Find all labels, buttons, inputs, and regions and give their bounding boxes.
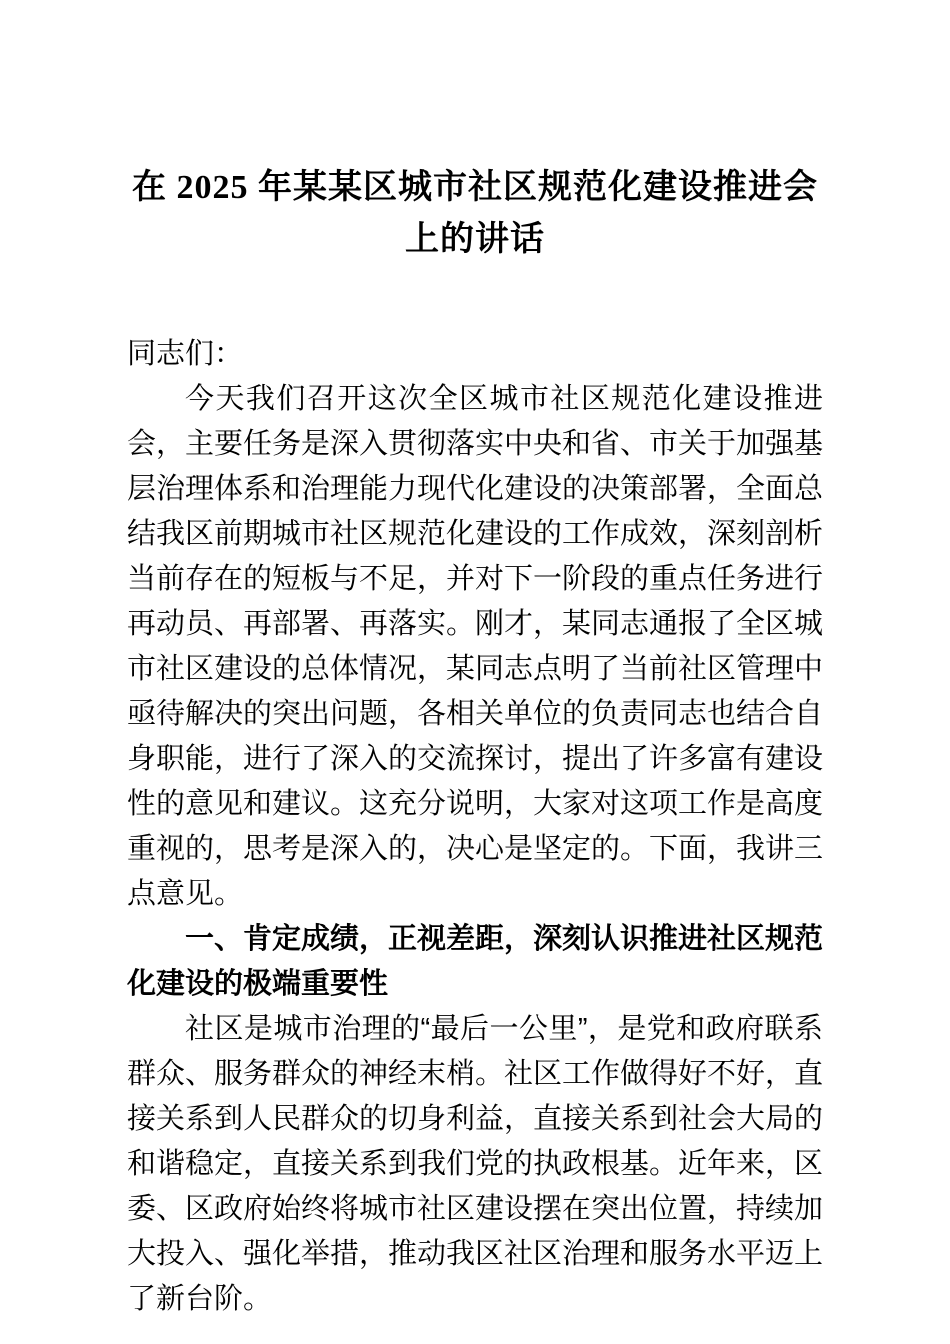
paragraph: 同志们： xyxy=(127,338,244,370)
document-title-line-2: 上的讲话 xyxy=(405,221,545,258)
section-heading: 一、肯定成绩，正视差距，深刻认识推进社区规范化建设的极端重要性 xyxy=(127,923,824,1000)
document-body xyxy=(127,332,823,1322)
paragraph: 今天我们召开这次全区城市社区规范化建设推进会，主要任务是深入贯彻落实中央和省、市关于加强基层治理体系和治理能力现代化建设的决策部署，全面总结我区前期城市社区规范化建设的工作成效，深刻剖析当前存在的短板与不足，并对下一阶段的重点任务进行再动员、再部署、再落实。刚才，某同志通报了全区城市社区建设的总体情况，某同志点明了当前社区管理中亟待解决的突出问题，各相关单位的负责同志也结合自身职能，进行了深入的交流探讨，提出了许多富有建设性的意见和建议。这充分说明，大家对这项工作是高度重视的，思考是深入的，决心是坚定的。下面，我讲三点意见。 xyxy=(127,383,824,910)
paragraph: 社区是城市治理的“最后一公里”，是党和政府联系群众、服务群众的神经末梢。社区工作做得好不好，直接关系到人民群众的切身利益，直接关系到社会大局的和谐稳定，直接关系到我们党的执政根基。近年来，区委、区政府始终将城市社区建设摆在突出位置，持续加大投入、强化举措，推动我区社区治理和服务水平迈上了新台阶。 xyxy=(127,1013,824,1315)
document-title xyxy=(127,162,823,266)
document-title-line-1: 在 2025 年某某区城市社区规范化建设推进会 xyxy=(132,169,818,206)
